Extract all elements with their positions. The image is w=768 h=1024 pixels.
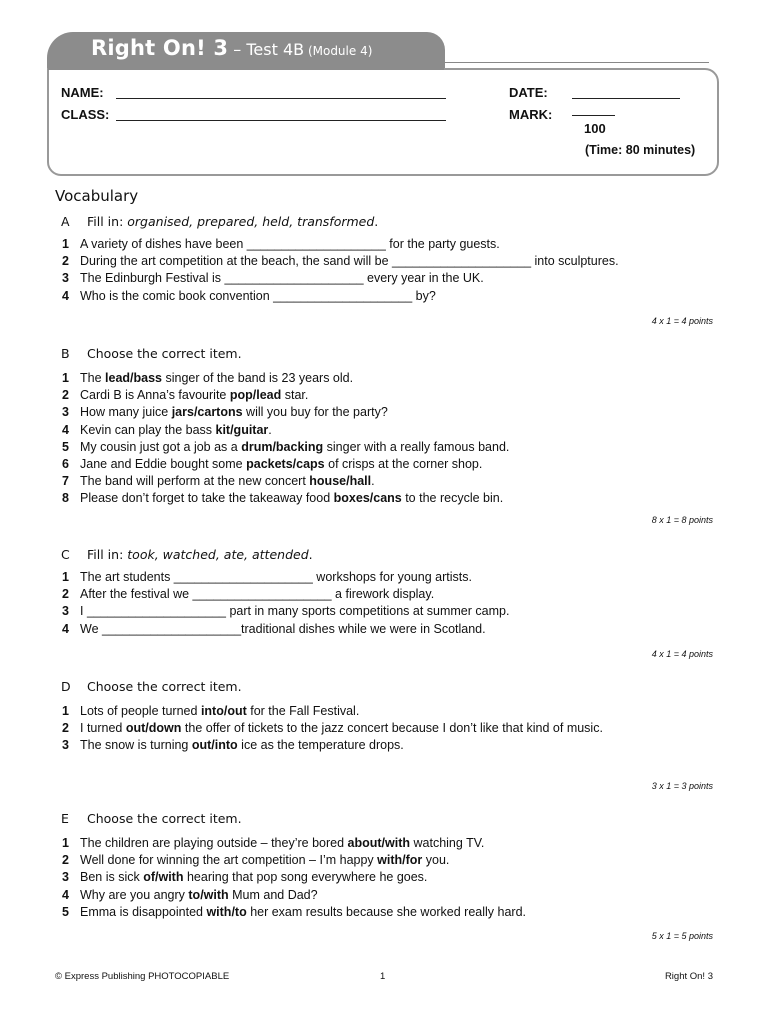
student-info-box	[47, 68, 719, 176]
answer-choice[interactable]: jars/cartons	[171, 405, 243, 420]
exercise-a-instruction	[61, 214, 378, 229]
answer-choice[interactable]: lead/bass	[105, 371, 162, 385]
answer-choice[interactable]: boxes/cans	[333, 491, 402, 506]
class-label: CLASS:	[61, 107, 110, 122]
exercise-item	[62, 473, 509, 490]
answer-choice[interactable]: of/with	[143, 870, 184, 885]
item-text: you.	[422, 853, 450, 868]
answer-choice[interactable]: pop/lead	[229, 388, 282, 403]
instruction-text: Choose the correct item.	[87, 811, 242, 826]
exercise-item	[62, 603, 509, 620]
answer-choice[interactable]: to/with	[188, 887, 229, 902]
item-number: 8	[62, 491, 69, 506]
class-field[interactable]	[116, 120, 446, 121]
exercise-c-items	[62, 569, 509, 638]
item-text: will you buy for the party?	[242, 405, 388, 420]
answer-choice[interactable]: with/for	[377, 853, 423, 868]
answer-choice[interactable]: with/to	[206, 904, 247, 919]
mark-field[interactable]	[572, 115, 615, 116]
exercise-item	[62, 852, 526, 869]
exercise-item	[62, 835, 526, 852]
item-text: .	[268, 422, 272, 437]
exercise-item	[62, 720, 603, 737]
item-text: The band will perform at the new concert	[80, 474, 310, 489]
exercise-item	[62, 490, 509, 507]
exercise-item	[62, 370, 509, 387]
item-text: Ben is sick	[80, 870, 144, 885]
date-field[interactable]	[572, 98, 680, 99]
item-number: 1	[62, 836, 69, 850]
info-box-tab-join	[48, 66, 444, 70]
exercise-letter: D	[61, 679, 71, 694]
item-text: to the recycle bin.	[401, 491, 504, 506]
item-text: Who is the comic book convention ____________________ by?	[80, 288, 436, 303]
date-label: DATE:	[509, 85, 548, 100]
item-text: After the festival we ____________________ a firework display.	[80, 587, 435, 602]
exercise-item	[62, 703, 603, 720]
mark-label: MARK:	[509, 107, 553, 122]
item-text: watching TV.	[410, 836, 485, 850]
item-text: Emma is disappointed	[80, 904, 207, 919]
item-text: her exam results because she worked really hard.	[246, 904, 527, 919]
exercise-item	[62, 404, 509, 421]
item-text: the offer of tickets to the jazz concert because I don’t like that kind of music.	[181, 721, 603, 736]
exercise-item	[62, 621, 509, 638]
instruction-suffix: .	[374, 214, 379, 229]
answer-choice[interactable]: out/down	[125, 721, 182, 736]
item-text: The	[80, 371, 106, 385]
title-main: Right On! 3	[91, 36, 229, 60]
item-text: Well done for winning the art competition – I’m happy	[80, 853, 378, 868]
item-text: I ____________________ part in many sports competitions at summer camp.	[80, 604, 510, 619]
item-text: The snow is turning	[80, 738, 192, 753]
instruction-prefix: Fill in:	[87, 547, 128, 562]
exercise-letter: B	[61, 346, 70, 361]
item-text: hearing that pop song everywhere he goes.	[183, 870, 428, 885]
exercise-d-items	[62, 703, 603, 755]
name-label: NAME:	[61, 85, 104, 100]
exercise-item	[62, 288, 619, 305]
exercise-item	[62, 586, 509, 603]
exercise-item	[62, 439, 509, 456]
item-number: 4	[62, 621, 69, 636]
item-text: The art students ____________________ workshops for young artists.	[80, 570, 472, 584]
item-text: Mum and Dad?	[228, 887, 318, 902]
item-number: 3	[62, 604, 69, 619]
footer-page-number: 1	[380, 971, 386, 982]
exercise-e-items	[62, 835, 526, 921]
item-number: 1	[62, 704, 69, 718]
exercise-item	[62, 569, 509, 586]
answer-choice[interactable]: house/hall	[309, 474, 372, 489]
item-text: My cousin just got a job as a	[80, 439, 242, 454]
item-number: 4	[62, 887, 69, 902]
item-number: 2	[62, 254, 69, 269]
item-text: Cardi B is Anna’s favourite	[80, 388, 230, 403]
item-text: The children are playing outside – they’re bored	[80, 836, 348, 850]
item-number: 5	[62, 904, 69, 919]
exercise-letter: A	[61, 214, 70, 229]
exercise-d-instruction	[61, 679, 242, 694]
exercise-item	[62, 456, 509, 473]
item-number: 7	[62, 474, 69, 489]
instruction-text: Choose the correct item.	[87, 346, 242, 361]
answer-choice[interactable]: kit/guitar	[215, 422, 269, 437]
item-number: 6	[62, 456, 69, 471]
exercise-item	[62, 869, 526, 886]
item-number: 2	[62, 587, 69, 602]
exercise-item	[62, 236, 619, 253]
instruction-suffix: .	[308, 547, 313, 562]
instruction-words: took, watched, ate, attended	[127, 547, 309, 562]
item-text: Please don’t forget to take the takeaway food	[80, 491, 334, 506]
item-text: singer with a really famous band.	[323, 439, 510, 454]
exercise-c-points: 4 x 1 = 4 points	[651, 649, 713, 659]
answer-choice[interactable]: into/out	[200, 704, 247, 718]
time-limit: (Time: 80 minutes)	[585, 143, 696, 157]
item-number: 3	[62, 271, 69, 286]
item-number: 5	[62, 439, 69, 454]
exercise-item	[62, 387, 509, 404]
exercise-a-items	[62, 236, 619, 305]
item-text: Kevin can play the bass	[80, 422, 216, 437]
answer-choice[interactable]: drum/backing	[241, 439, 324, 454]
exercise-letter: E	[61, 811, 69, 826]
item-text: The Edinburgh Festival is ____________________ every year in the UK.	[80, 271, 484, 286]
exercise-letter: C	[61, 547, 70, 562]
instruction-words: organised, prepared, held, transformed	[127, 214, 375, 229]
instruction-text: Choose the correct item.	[87, 679, 242, 694]
name-field[interactable]	[116, 98, 446, 99]
answer-choice[interactable]: about/with	[347, 836, 411, 850]
item-number: 4	[62, 288, 69, 303]
section-title: Vocabulary	[55, 187, 139, 205]
exercise-item	[62, 904, 526, 921]
item-text: of crisps at the corner shop.	[324, 456, 483, 471]
answer-choice[interactable]: out/into	[191, 738, 238, 753]
exercise-item	[62, 270, 619, 287]
exercise-item	[62, 253, 619, 270]
item-text: Why are you angry	[80, 887, 189, 902]
exercise-c-instruction	[61, 547, 313, 562]
item-text: How many juice	[80, 405, 172, 420]
exercise-a-points: 4 x 1 = 4 points	[651, 316, 713, 326]
exercise-item	[62, 422, 509, 439]
item-number: 3	[62, 405, 69, 420]
answer-choice[interactable]: packets/caps	[246, 456, 325, 471]
item-text: star.	[281, 388, 309, 403]
item-number: 3	[62, 738, 69, 753]
item-number: 1	[62, 570, 69, 584]
mark-total: 100	[584, 121, 606, 136]
exercise-b-points: 8 x 1 = 8 points	[651, 515, 713, 525]
exercise-item	[62, 737, 603, 754]
page-title	[91, 36, 372, 60]
item-number: 3	[62, 870, 69, 885]
instruction-prefix: Fill in:	[87, 214, 128, 229]
item-number: 2	[62, 388, 69, 403]
title-module: (Module 4)	[304, 44, 373, 58]
exercise-e-points: 5 x 1 = 5 points	[651, 931, 713, 941]
exercise-e-instruction	[61, 811, 242, 826]
item-number: 1	[62, 371, 69, 385]
footer-book-title: Right On! 3	[664, 971, 713, 982]
title-subtitle: – Test 4B	[228, 40, 305, 59]
item-text: I turned	[80, 721, 126, 736]
item-number: 4	[62, 422, 69, 437]
exercise-b-instruction	[61, 346, 242, 361]
exercise-b-items	[62, 370, 509, 508]
item-text: singer of the band is 23 years old.	[162, 371, 354, 385]
item-text: for the Fall Festival.	[246, 704, 360, 718]
item-text: ice as the temperature drops.	[237, 738, 404, 753]
item-text: .	[371, 474, 375, 489]
item-number: 2	[62, 721, 69, 736]
item-text: Lots of people turned	[80, 704, 201, 718]
item-text: During the art competition at the beach, the sand will be ____________________ into sculptures.	[80, 254, 619, 269]
exercise-d-points: 3 x 1 = 3 points	[651, 781, 713, 791]
title-rule	[445, 62, 709, 63]
item-text: A variety of dishes have been ____________________ for the party guests.	[80, 237, 500, 251]
item-text: We ____________________traditional dishes while we were in Scotland.	[80, 621, 486, 636]
item-number: 2	[62, 853, 69, 868]
exercise-item	[62, 887, 526, 904]
item-number: 1	[62, 237, 69, 251]
item-text: Jane and Eddie bought some	[80, 456, 247, 471]
footer-copyright: © Express Publishing PHOTOCOPIABLE	[55, 971, 230, 982]
